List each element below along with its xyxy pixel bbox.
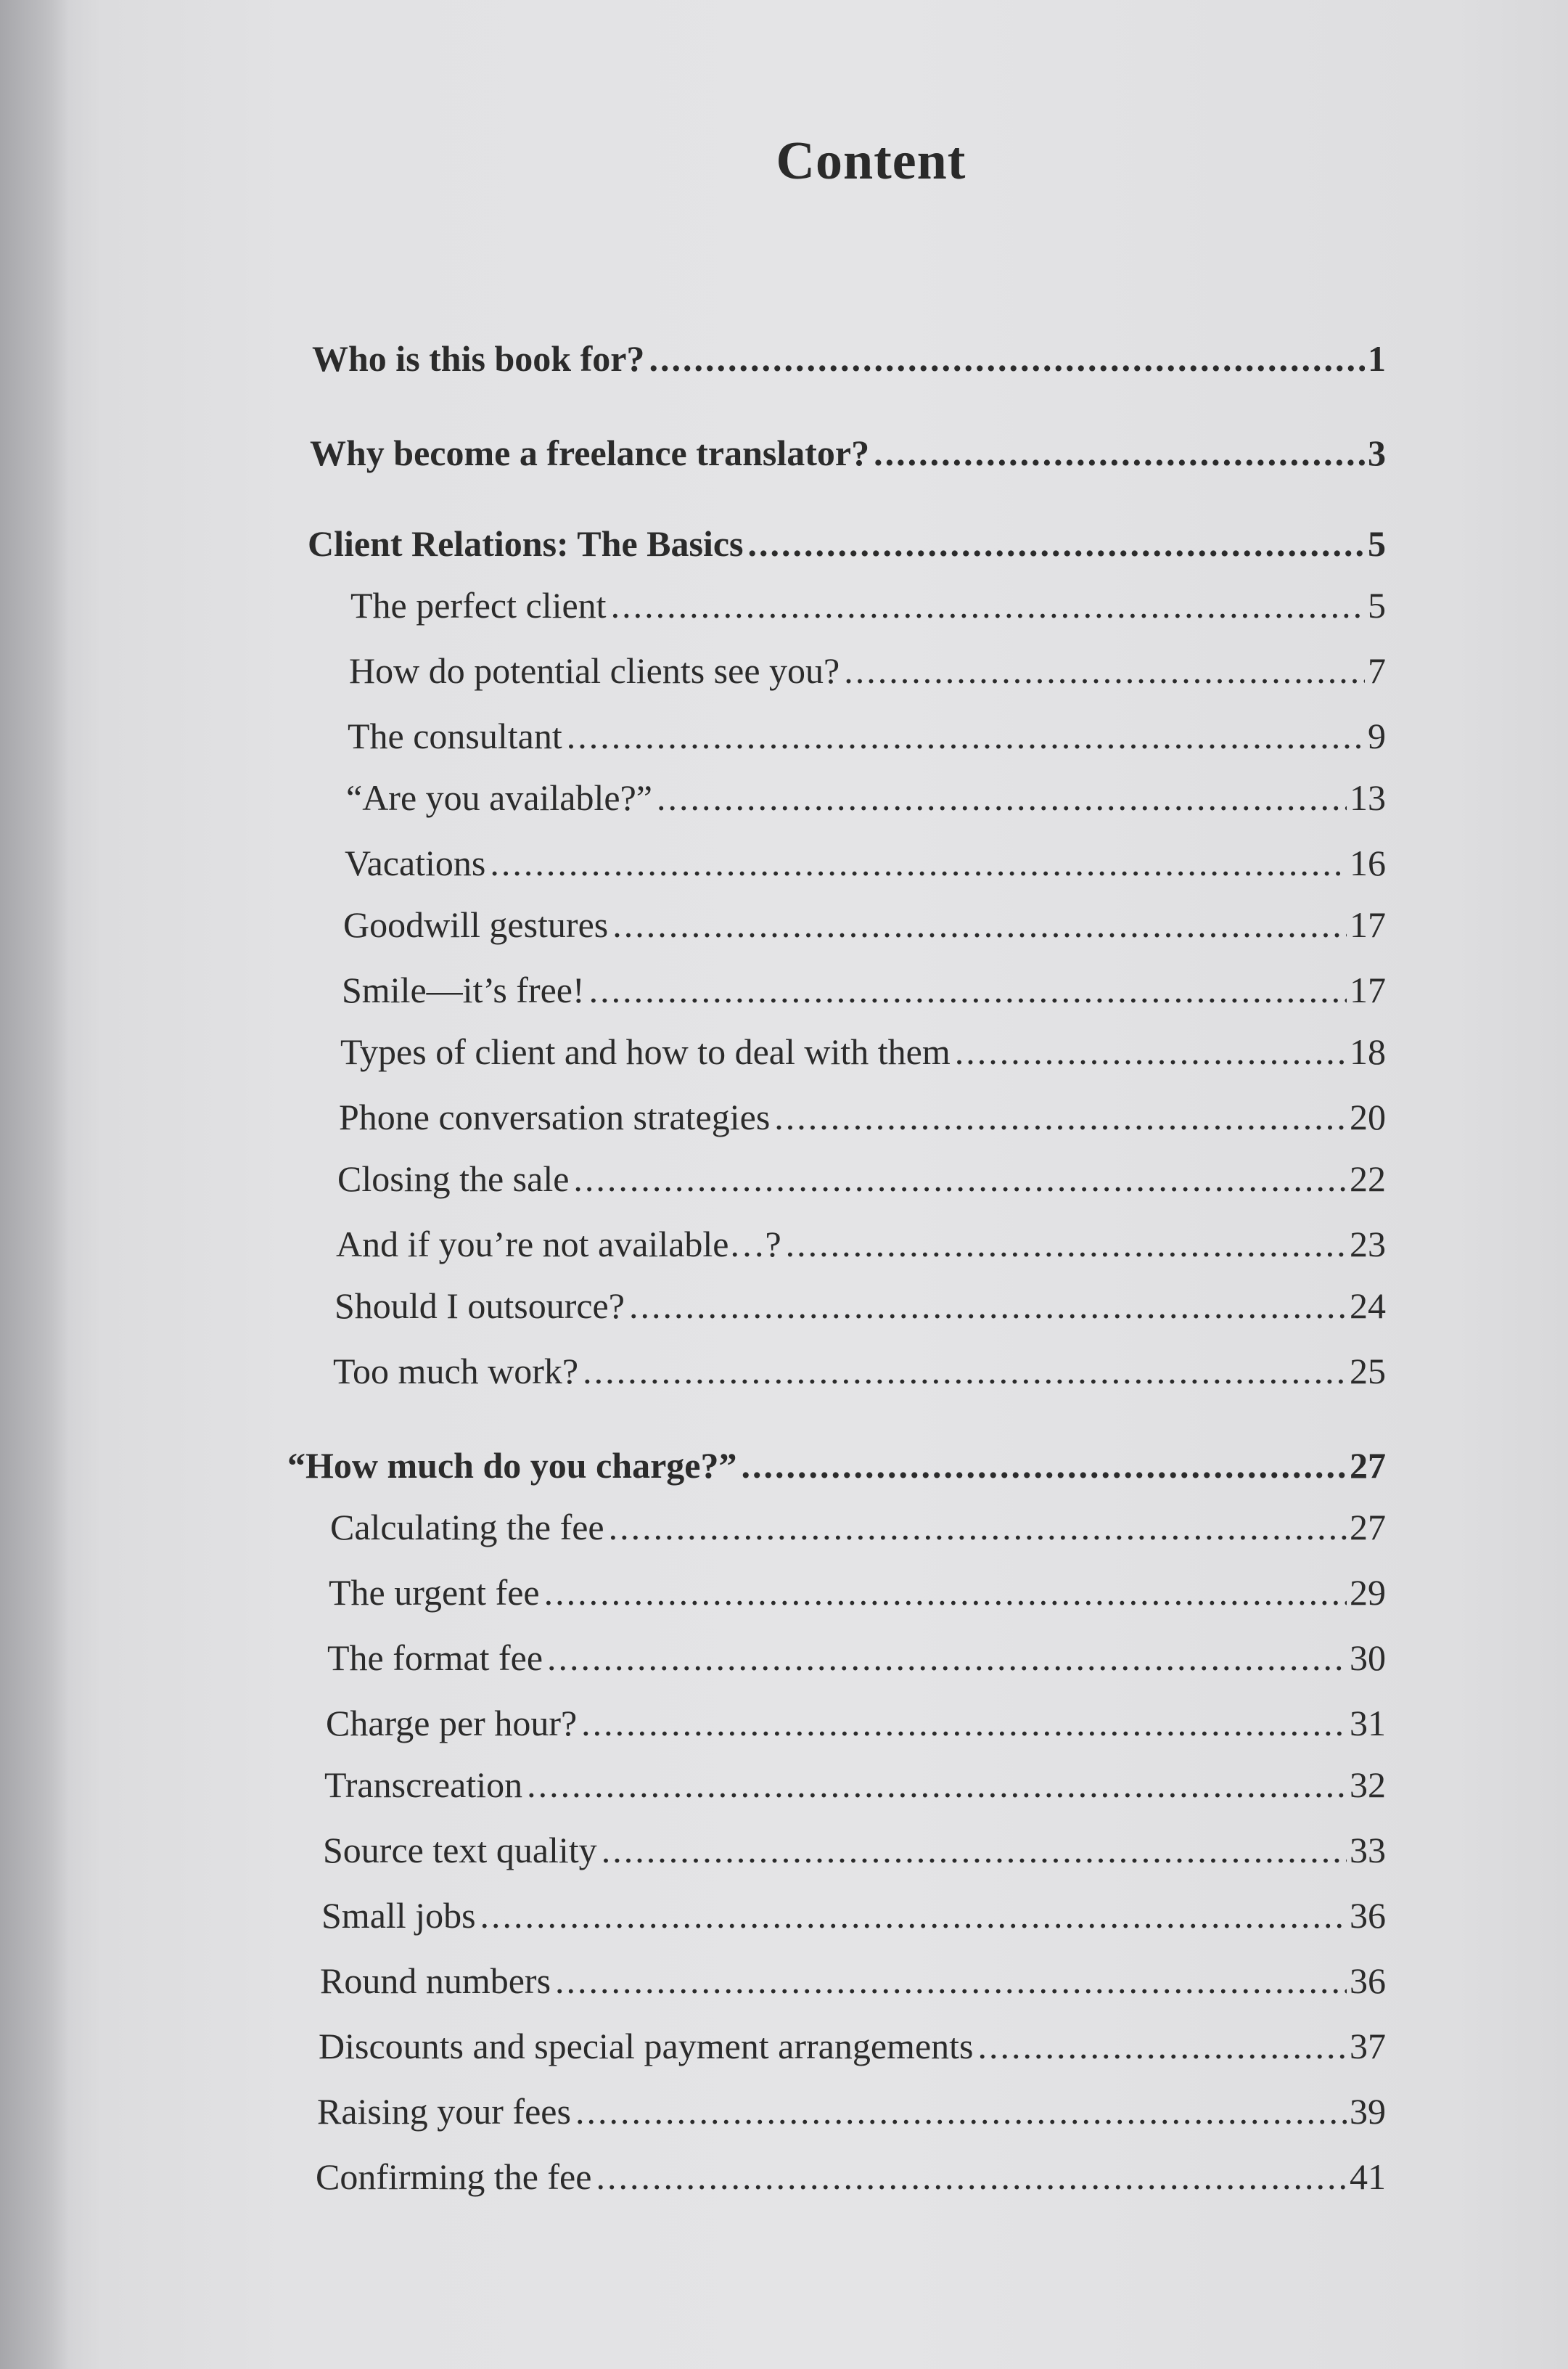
- toc-section: [348, 715, 1386, 757]
- toc-section: [334, 1285, 1386, 1327]
- toc-section-title: Small jobs: [321, 1895, 476, 1936]
- toc-section-title: Vacations: [345, 843, 486, 883]
- toc-section-title: Transcreation: [324, 1764, 523, 1805]
- toc-section-page-number: 29: [1350, 1572, 1386, 1613]
- dot-leader: [657, 777, 1347, 819]
- toc-section-title: And if you’re not available…?: [336, 1224, 781, 1264]
- toc-section-title: The perfect client: [350, 585, 607, 626]
- toc-section: [342, 969, 1386, 1011]
- toc-chapter-page-number: 5: [1368, 523, 1386, 564]
- dot-leader: [490, 842, 1347, 884]
- dot-leader: [844, 650, 1365, 692]
- toc-chapter-page-number: 27: [1350, 1445, 1386, 1486]
- toc-section-page-number: 41: [1350, 2156, 1386, 2197]
- toc-section-page-number: 32: [1350, 1764, 1386, 1805]
- dot-leader: [583, 1350, 1347, 1392]
- toc-section-page-number: 36: [1350, 1960, 1386, 2001]
- dot-leader: [612, 904, 1347, 946]
- toc-section-page-number: 24: [1350, 1285, 1386, 1326]
- dot-leader: [955, 1031, 1347, 1073]
- toc-section-title: Charge per hour?: [326, 1703, 578, 1743]
- toc-section: [337, 1158, 1386, 1200]
- toc-section-page-number: 7: [1368, 650, 1386, 691]
- dot-leader: [611, 584, 1365, 626]
- toc-section-page-number: 22: [1350, 1158, 1386, 1199]
- dot-leader: [748, 523, 1366, 565]
- toc-section-title: Raising your fees: [317, 2091, 571, 2132]
- toc-section: [326, 1702, 1386, 1744]
- dot-leader: [774, 1096, 1347, 1138]
- dot-leader: [609, 1506, 1347, 1548]
- toc-section: [333, 1350, 1386, 1392]
- toc-section: [345, 842, 1386, 884]
- dot-leader: [786, 1223, 1347, 1265]
- toc-section-page-number: 30: [1350, 1637, 1386, 1678]
- dot-leader: [602, 1829, 1347, 1871]
- toc-section-page-number: 39: [1350, 2091, 1386, 2132]
- toc-section-title: The consultant: [348, 716, 562, 756]
- toc-section-title: Smile—it’s free!: [342, 970, 585, 1010]
- toc-section: [339, 1096, 1386, 1138]
- toc-section-page-number: 18: [1350, 1031, 1386, 1072]
- toc-section: [320, 1960, 1386, 2002]
- toc-section: [336, 1223, 1386, 1265]
- toc-section-title: How do potential clients see you?: [349, 650, 840, 691]
- toc-section-title: Phone conversation strategies: [339, 1097, 771, 1137]
- dot-leader: [573, 1158, 1347, 1200]
- toc-section-title: The urgent fee: [329, 1572, 540, 1613]
- toc-section-page-number: 27: [1350, 1507, 1386, 1547]
- toc-section: [324, 1764, 1386, 1806]
- toc-section-title: “Are you available?”: [346, 777, 652, 818]
- toc-section-page-number: 25: [1350, 1351, 1386, 1391]
- toc-section-page-number: 13: [1350, 777, 1386, 818]
- dot-leader: [575, 2090, 1347, 2132]
- toc-section-page-number: 31: [1350, 1703, 1386, 1743]
- toc-section-title: Discounts and special payment arrangements: [319, 2026, 974, 2066]
- toc-section-page-number: 16: [1350, 843, 1386, 883]
- toc-section: [343, 904, 1386, 946]
- toc-section-page-number: 17: [1350, 904, 1386, 945]
- toc-section: [327, 1637, 1386, 1679]
- toc-section: [350, 584, 1386, 626]
- toc-section-title: Confirming the fee: [316, 2156, 592, 2197]
- dot-leader: [741, 1444, 1347, 1486]
- dot-leader: [629, 1285, 1347, 1327]
- toc-section: [323, 1829, 1386, 1871]
- dot-leader: [480, 1894, 1347, 1936]
- toc-section-page-number: 37: [1350, 2026, 1386, 2066]
- toc-section: [319, 2025, 1386, 2067]
- toc-section-page-number: 5: [1368, 585, 1386, 626]
- toc-section-page-number: 36: [1350, 1895, 1386, 1936]
- dot-leader: [547, 1637, 1347, 1679]
- toc-section-title: The format fee: [327, 1637, 543, 1678]
- toc-section: [321, 1894, 1386, 1936]
- toc-section-page-number: 33: [1350, 1830, 1386, 1870]
- toc-section-page-number: 20: [1350, 1097, 1386, 1137]
- toc-section-page-number: 23: [1350, 1224, 1386, 1264]
- toc-section-title: Source text quality: [323, 1830, 597, 1870]
- toc-section: [330, 1506, 1386, 1548]
- toc-section: [346, 777, 1386, 819]
- toc-chapter: [312, 337, 1386, 380]
- toc-chapter: [308, 523, 1386, 565]
- toc-section: [317, 2090, 1386, 2132]
- toc-section: [316, 2156, 1386, 2198]
- toc-section: [329, 1571, 1386, 1613]
- page-title: Content: [776, 131, 966, 191]
- toc-chapter: [287, 1444, 1386, 1486]
- toc-section-title: Types of client and how to deal with them: [340, 1031, 951, 1072]
- toc-chapter-page-number: 3: [1368, 433, 1386, 473]
- dot-leader: [555, 1960, 1347, 2002]
- toc-section: [340, 1031, 1386, 1073]
- dot-leader: [649, 337, 1365, 380]
- dot-leader: [596, 2156, 1347, 2198]
- toc-section-title: Goodwill gestures: [343, 904, 609, 945]
- dot-leader: [874, 432, 1365, 474]
- dot-leader: [527, 1764, 1347, 1806]
- toc-section-page-number: 17: [1350, 970, 1386, 1010]
- toc-section-title: Round numbers: [320, 1960, 551, 2001]
- dot-leader: [544, 1571, 1347, 1613]
- dot-leader: [567, 715, 1365, 757]
- toc-chapter: [310, 432, 1386, 474]
- toc-section-title: Too much work?: [333, 1351, 579, 1391]
- toc-chapter-title: Client Relations: The Basics: [308, 523, 744, 564]
- toc-section: [349, 650, 1386, 692]
- dot-leader: [589, 969, 1347, 1011]
- toc-chapter-title: Why become a freelance translator?: [310, 433, 870, 473]
- toc-section-page-number: 9: [1368, 716, 1386, 756]
- dot-leader: [978, 2025, 1347, 2067]
- toc-section-title: Closing the sale: [337, 1158, 570, 1199]
- toc-chapter-title: “How much do you charge?”: [287, 1445, 737, 1486]
- toc-chapter-title: Who is this book for?: [312, 338, 645, 379]
- toc-chapter-page-number: 1: [1368, 338, 1386, 379]
- dot-leader: [581, 1702, 1347, 1744]
- toc-section-title: Should I outsource?: [334, 1285, 625, 1326]
- toc-section-title: Calculating the fee: [330, 1507, 604, 1547]
